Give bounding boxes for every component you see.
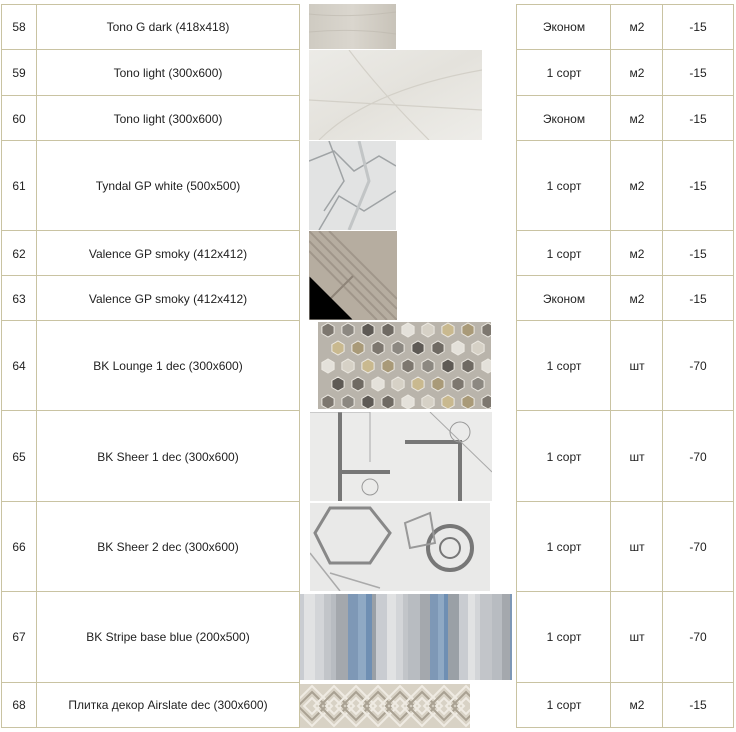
product-name: BK Stripe base blue (200x500) (36, 591, 300, 683)
row-number: 62 (1, 230, 37, 277)
discount: -70 (662, 320, 734, 412)
discount: -15 (662, 230, 734, 277)
grade: 1 сорт (516, 591, 612, 683)
product-name: Плитка декор Airslate dec (300x600) (36, 682, 300, 728)
discount: -15 (662, 275, 734, 322)
unit: шт (610, 410, 664, 503)
grade: Эконом (516, 95, 612, 142)
product-name: BK Lounge 1 dec (300x600) (36, 320, 300, 412)
row-number: 65 (1, 410, 37, 503)
discount: -70 (662, 591, 734, 683)
product-name: Valence GP smoky (412x412) (36, 230, 300, 277)
unit: м2 (610, 682, 664, 728)
tile-image-tono-g-dark (309, 4, 396, 49)
unit: м2 (610, 95, 664, 142)
grade: 1 сорт (516, 320, 612, 412)
row-number: 64 (1, 320, 37, 412)
row-number: 59 (1, 49, 37, 97)
unit: шт (610, 501, 664, 593)
discount: -15 (662, 49, 734, 97)
row-number: 66 (1, 501, 37, 593)
product-name: BK Sheer 1 dec (300x600) (36, 410, 300, 503)
discount: -15 (662, 682, 734, 728)
tile-image-valence (309, 231, 397, 320)
product-name: Tyndal GP white (500x500) (36, 140, 300, 232)
grade: Эконом (516, 275, 612, 322)
product-name: BK Sheer 2 dec (300x600) (36, 501, 300, 593)
tile-image-tyndal (309, 141, 396, 230)
unit: м2 (610, 140, 664, 232)
tile-image-stripe (300, 594, 512, 680)
grade: 1 сорт (516, 501, 612, 593)
grade: 1 сорт (516, 49, 612, 97)
tile-image-airslate (300, 684, 470, 728)
product-name: Valence GP smoky (412x412) (36, 275, 300, 322)
unit: шт (610, 591, 664, 683)
product-name: Tono G dark (418x418) (36, 4, 300, 50)
tile-image-sheer2 (310, 503, 490, 591)
discount: -15 (662, 4, 734, 50)
row-number: 61 (1, 140, 37, 232)
grade: 1 сорт (516, 682, 612, 728)
tile-image-lounge (318, 322, 491, 409)
tile-image-tono-light (309, 50, 482, 140)
discount: -70 (662, 501, 734, 593)
discount: -15 (662, 95, 734, 142)
row-number: 58 (1, 4, 37, 50)
unit: м2 (610, 49, 664, 97)
unit: м2 (610, 4, 664, 50)
grade: 1 сорт (516, 410, 612, 503)
row-number: 68 (1, 682, 37, 728)
row-number: 67 (1, 591, 37, 683)
tile-image-sheer1 (310, 412, 492, 501)
discount: -70 (662, 410, 734, 503)
grade: 1 сорт (516, 230, 612, 277)
grade: 1 сорт (516, 140, 612, 232)
row-number: 63 (1, 275, 37, 322)
unit: м2 (610, 230, 664, 277)
unit: шт (610, 320, 664, 412)
grade: Эконом (516, 4, 612, 50)
discount: -15 (662, 140, 734, 232)
unit: м2 (610, 275, 664, 322)
product-name: Tono light (300x600) (36, 49, 300, 97)
product-name: Tono light (300x600) (36, 95, 300, 142)
row-number: 60 (1, 95, 37, 142)
